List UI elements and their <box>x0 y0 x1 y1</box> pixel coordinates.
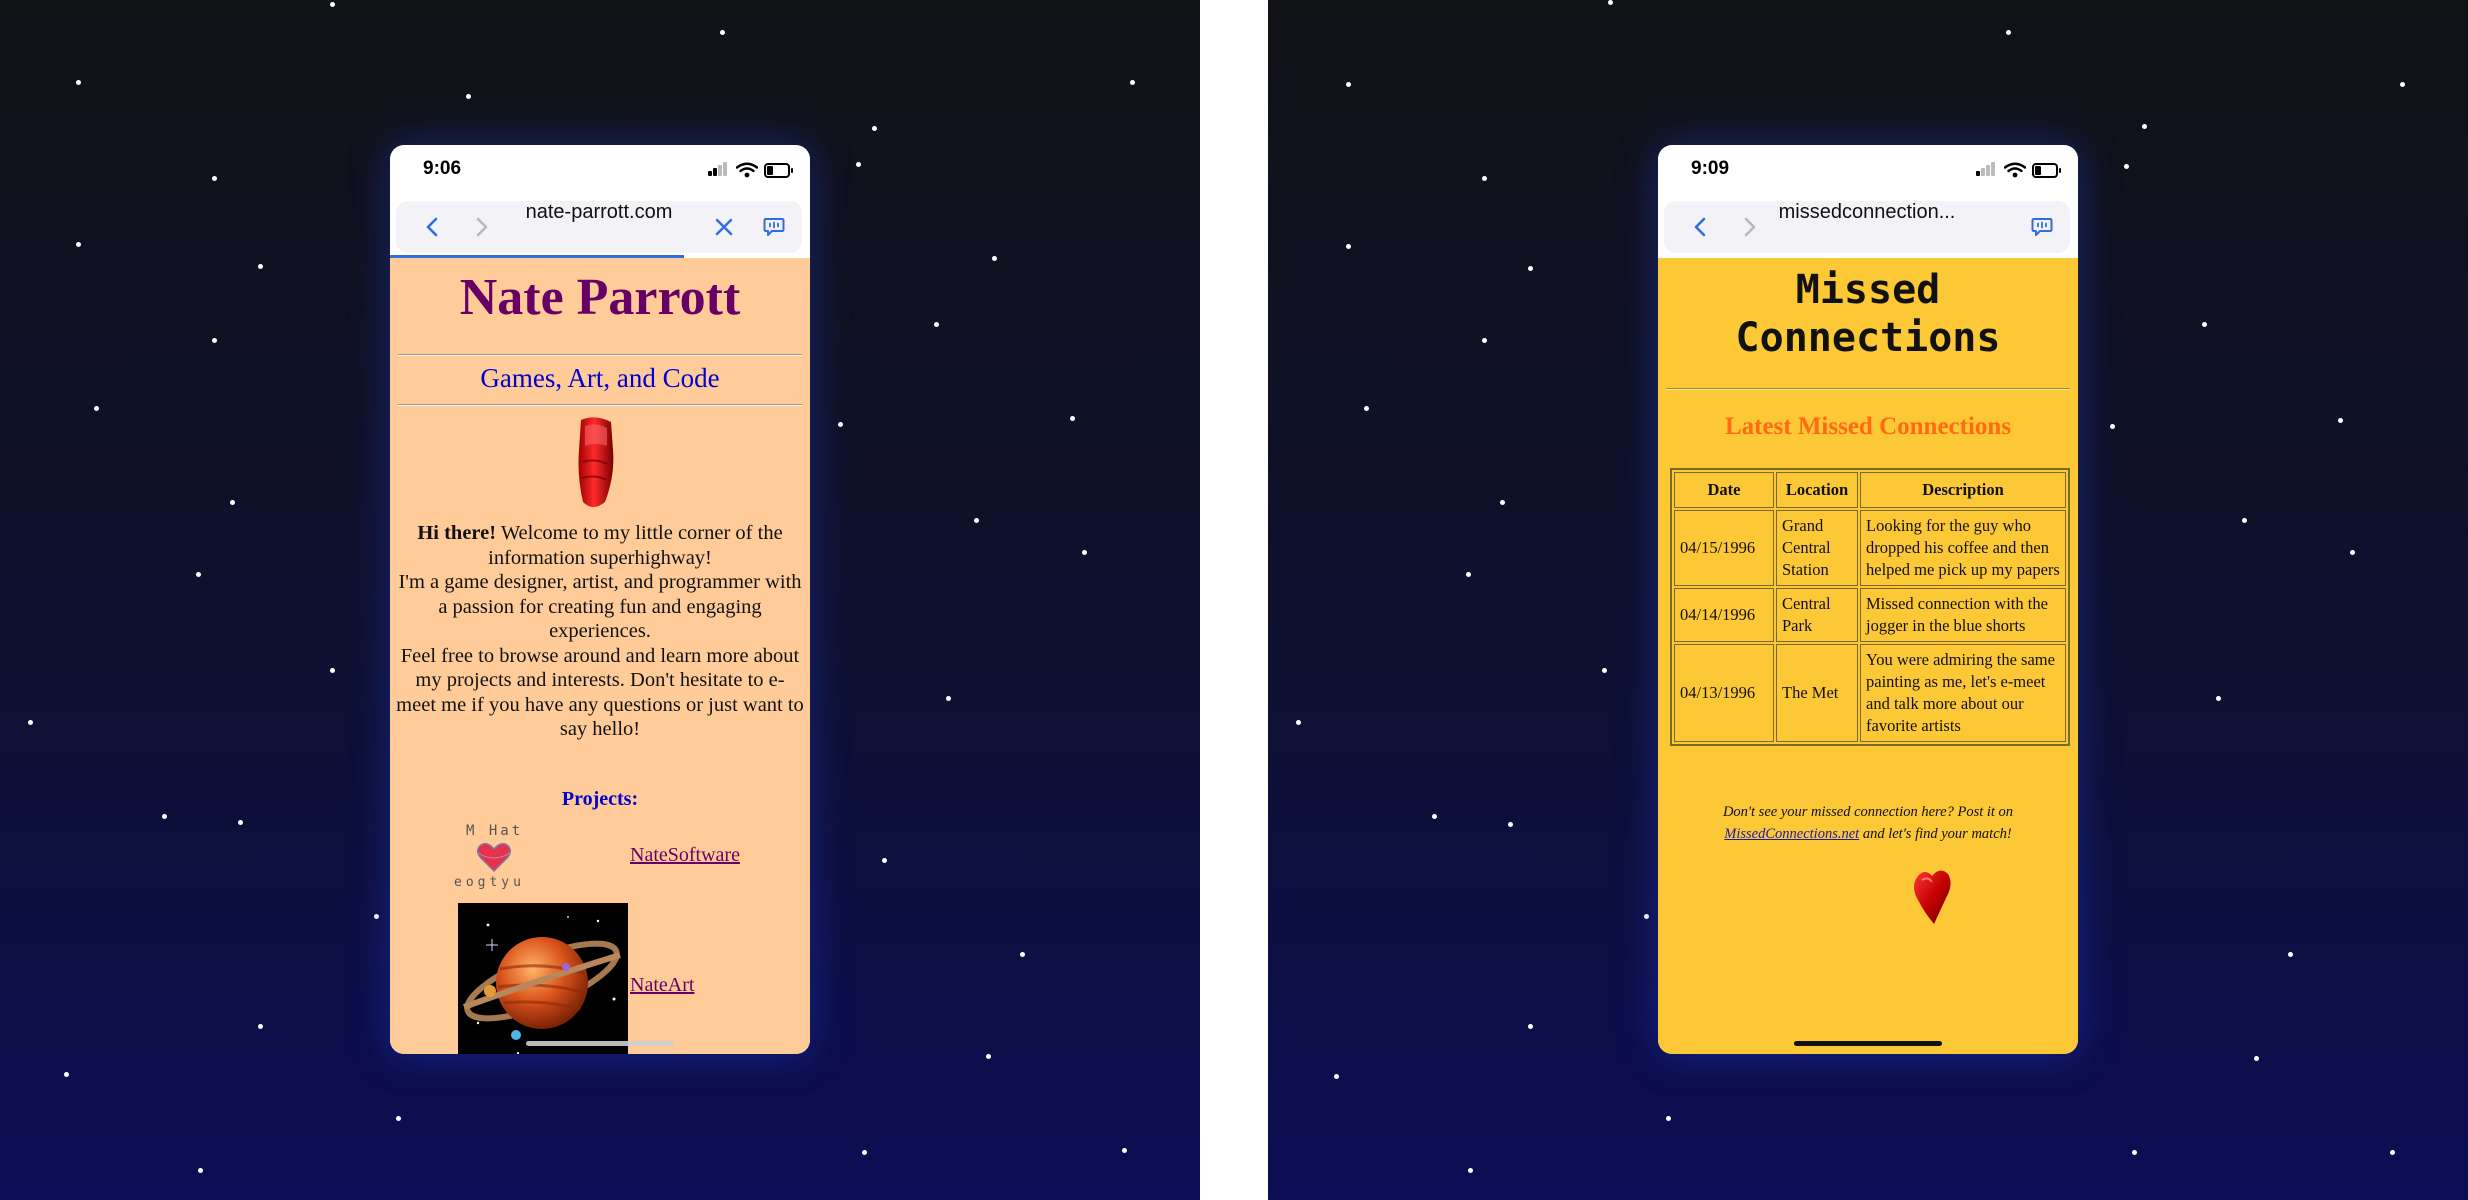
divider-bottom <box>398 404 802 406</box>
reader-button[interactable] <box>2020 201 2064 253</box>
reader-chat-icon <box>2031 217 2053 237</box>
status-time: 9:09 <box>1691 158 1730 179</box>
missed-connections-table <box>1670 468 2070 746</box>
intro-line-3: Feel free to browse around and learn more about my projects and interests. Don't hesitate to e-meet me if you have any questions or just want to say hello! <box>396 644 804 740</box>
wifi-icon <box>736 162 758 178</box>
page-title: Missed Connections <box>1735 267 2001 361</box>
back-button[interactable] <box>1678 201 1722 253</box>
left-showcase-panel <box>0 0 1200 1200</box>
status-time: 9:06 <box>423 158 462 179</box>
table-cell: Missed connection with the jogger in the blue shorts <box>1860 588 2066 642</box>
divider <box>1666 388 2070 390</box>
reader-button[interactable] <box>752 201 796 253</box>
back-chevron-icon <box>426 217 438 237</box>
divider-top <box>398 354 802 356</box>
status-bar <box>390 145 810 195</box>
stop-loading-button[interactable] <box>702 201 746 253</box>
red-gem-image <box>573 416 617 512</box>
webpage-nate-parrott <box>390 258 810 1054</box>
reader-chat-icon <box>763 217 785 237</box>
intro-line-2: I'm a game designer, artist, and programmer with a passion for creating fun and engaging experiences. <box>398 571 802 642</box>
back-button[interactable] <box>410 201 454 253</box>
column-header: Location <box>1776 472 1858 508</box>
column-header: Date <box>1674 472 1774 508</box>
table-cell: Grand Central Station <box>1776 510 1858 586</box>
webpage-missed-connections <box>1658 258 2078 1054</box>
projects-heading: Projects: <box>561 788 639 810</box>
table-header-row <box>1674 472 2066 508</box>
url-text[interactable]: nate-parrott.com <box>525 201 673 223</box>
table-cell: The Met <box>1776 644 1858 742</box>
page-subtitle: Latest Missed Connections <box>1724 413 2012 440</box>
natesoftware-link[interactable]: NateSoftware <box>630 844 740 866</box>
phone-screenshot-right <box>1658 145 2078 1054</box>
heart-icon <box>476 841 512 873</box>
saturn-art-image <box>458 903 628 1054</box>
browser-address-bar[interactable] <box>1664 201 2070 253</box>
phone-screenshot-left <box>390 145 810 1054</box>
table-cell: Central Park <box>1776 588 1858 642</box>
status-bar <box>1658 145 2078 195</box>
home-indicator[interactable] <box>526 1041 674 1046</box>
nateart-link[interactable]: NateArt <box>630 974 695 996</box>
table-cell: Looking for the guy who dropped his coffee and then helped me pick up my papers <box>1860 510 2066 586</box>
back-chevron-icon <box>1694 217 1706 237</box>
mhat-logo: M Hat eogtyu <box>454 823 525 890</box>
table-row <box>1674 644 2066 742</box>
intro-text <box>396 521 804 742</box>
clear-x-icon <box>715 218 733 236</box>
footer-note: Don't see your missed connection here? Post it on MissedConnections.net and let's find your match! <box>1722 804 2014 842</box>
browser-address-bar[interactable] <box>396 201 802 253</box>
table-row <box>1674 510 2066 586</box>
table-cell: You were admiring the same painting as me, let's e-meet and talk more about our favorite artists <box>1860 644 2066 742</box>
table-cell: 04/15/1996 <box>1674 510 1774 586</box>
page-title: Nate Parrott <box>459 269 741 326</box>
intro-line-1: Welcome to my little corner of the information superhighway! <box>488 522 783 569</box>
battery-icon <box>2032 163 2058 178</box>
page-tagline: Games, Art, and Code <box>480 363 720 393</box>
table-cell: 04/13/1996 <box>1674 644 1774 742</box>
url-text[interactable]: missedconnection... <box>1778 201 1956 223</box>
home-indicator[interactable] <box>1794 1041 1942 1046</box>
column-header: Description <box>1860 472 2066 508</box>
missedconnections-link[interactable]: MissedConnections.net <box>1724 826 1860 842</box>
red-heart-gem-image <box>1912 868 1952 926</box>
battery-icon <box>764 163 790 178</box>
intro-greeting: Hi there! <box>417 522 497 544</box>
table-cell: 04/14/1996 <box>1674 588 1774 642</box>
table-row <box>1674 588 2066 642</box>
wifi-icon <box>2004 162 2026 178</box>
right-showcase-panel <box>1268 0 2468 1200</box>
